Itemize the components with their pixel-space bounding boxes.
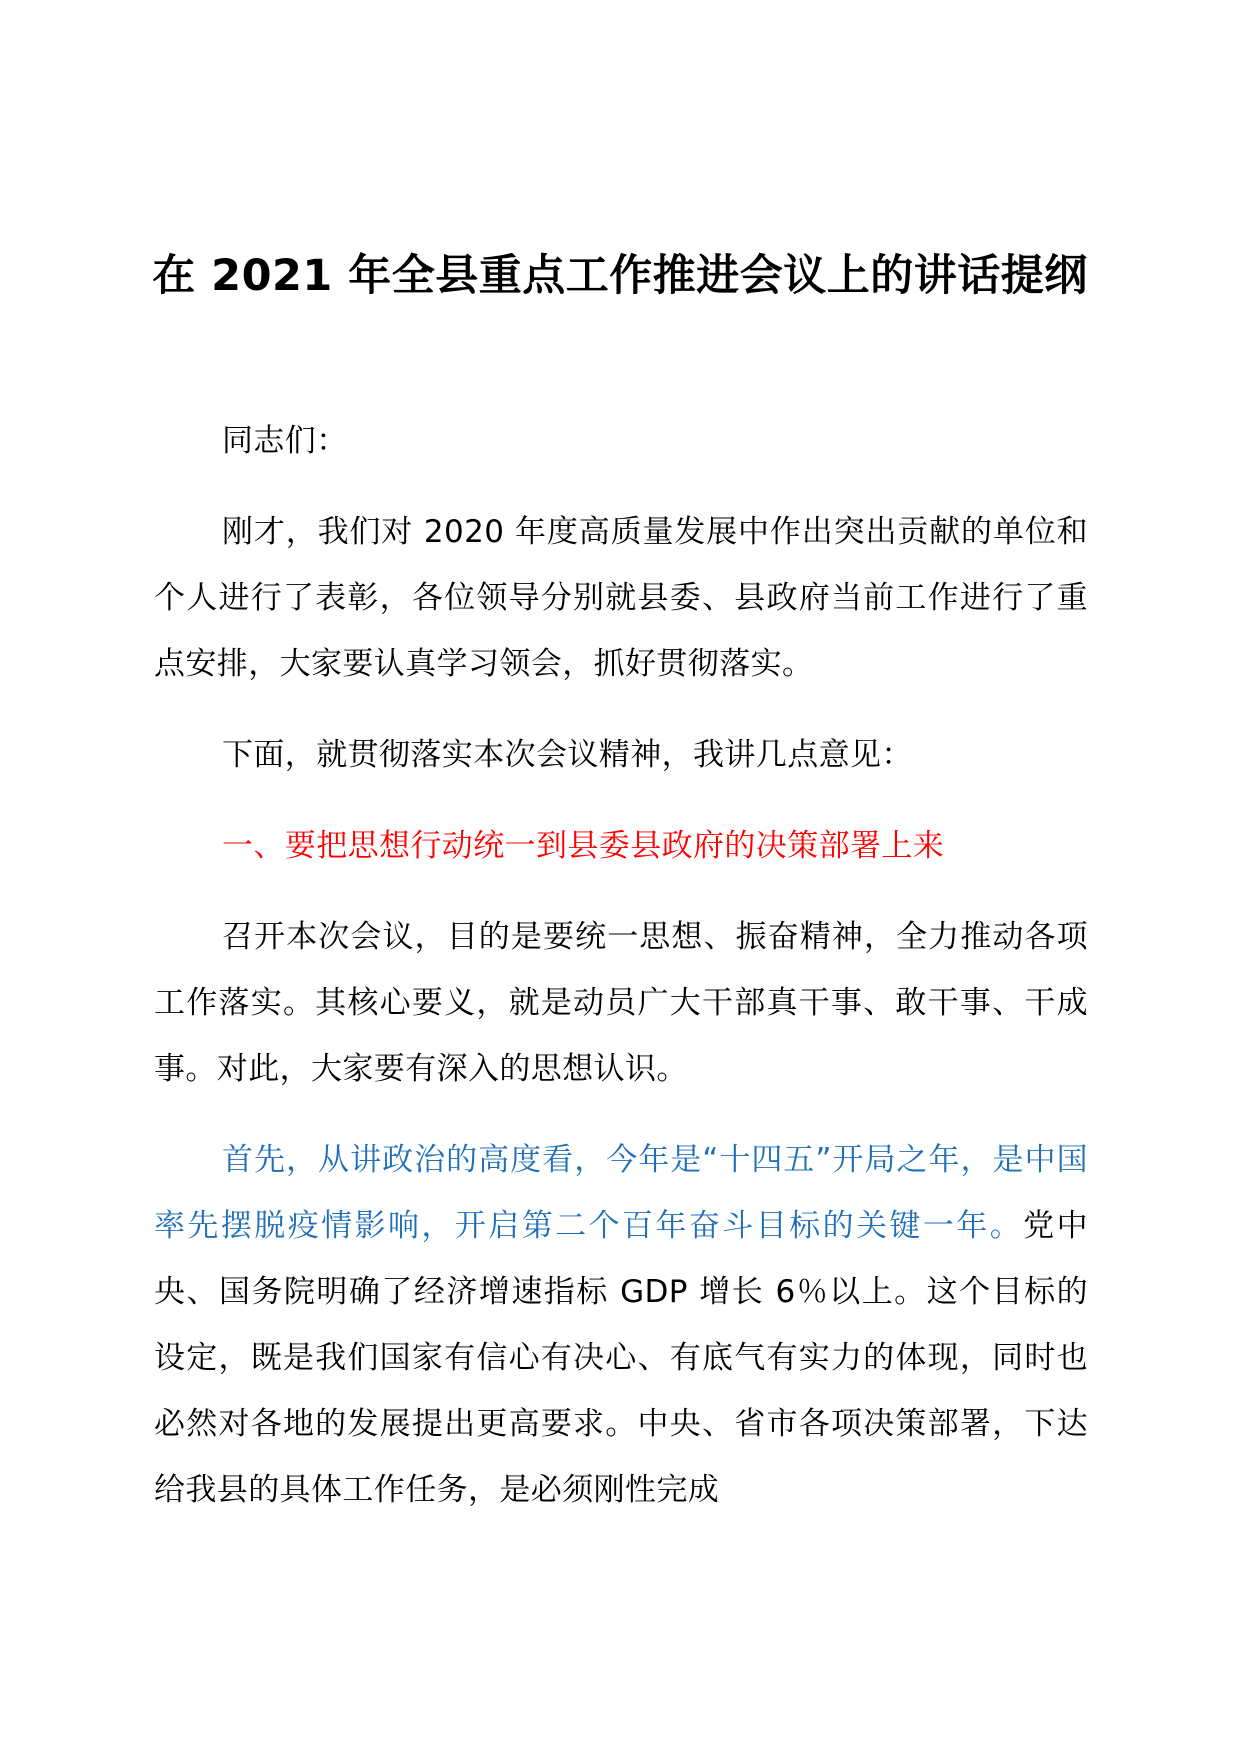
document-title: 在 2021 年全县重点工作推进会议上的讲话提纲: [152, 251, 1088, 301]
paragraph-opening: 刚才，我们对 2020 年度高质量发展中作出突出贡献的单位和个人进行了表彰，各位领导分别就县委、县政府当前工作进行了重点安排，大家要认真学习领会，抓好贯彻落实。: [154, 514, 1088, 682]
paragraph-continuation: 党中央、国务院明确了经济增速指标 GDP 增长 6％以上。这个目标的设定，既是我们国家有信心有决心、有底气有实力的体现，同时也必然对各地的发展提出更高要求。中央、省市各项决策部署，下达给我县的具体工作任务，是必须刚性完成: [154, 1208, 1088, 1508]
emphasis-text: 首先，从讲政治的高度看，今年是“十四五”开局之年，是中国率先摆脱疫情影响，开启第二个百年奋斗目标的关键一年。: [154, 1142, 1088, 1244]
paragraph-meeting-purpose: 召开本次会议，目的是要统一思想、振奋精神，全力推动各项工作落实。其核心要义，就是动员广大干部真干事、敢干事、干成事。对此，大家要有深入的思想认识。: [154, 919, 1088, 1087]
document-body: [154, 408, 1088, 1548]
section-heading-1: 一、要把思想行动统一到县委县政府的决策部署上来: [222, 828, 945, 864]
paragraph-intro: 下面，就贯彻落实本次会议精神，我讲几点意见：: [222, 737, 913, 773]
paragraph-political-height: [154, 1127, 1088, 1523]
salutation: 同志们：: [222, 423, 348, 459]
